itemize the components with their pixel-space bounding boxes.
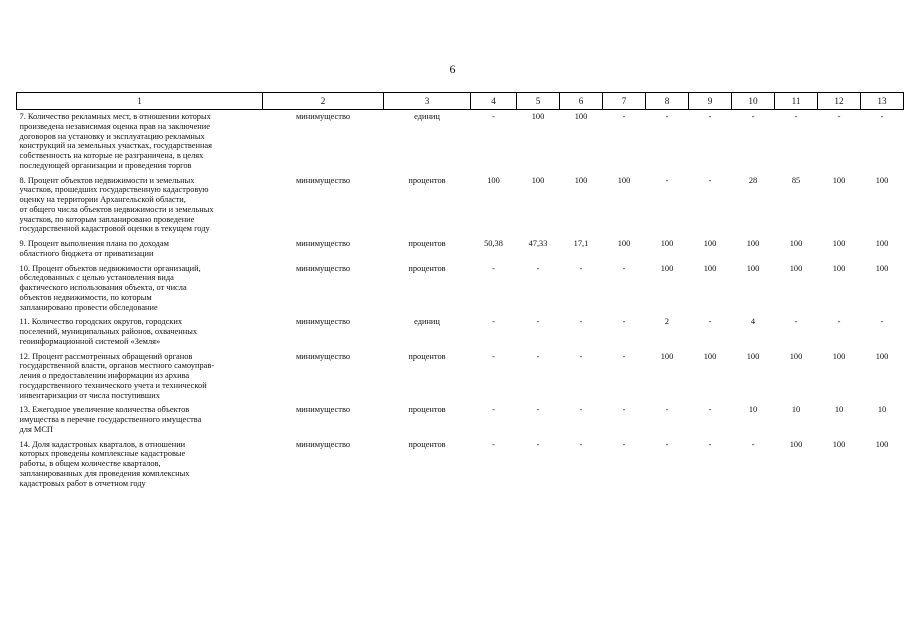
value-cell: - [708,112,712,121]
value-cell: 100 [617,239,631,248]
value-cell: 100 [660,263,674,273]
header-row [17,93,904,110]
value-cell: - [536,439,540,449]
responsible-cell: минимущество [295,351,351,361]
value-cell: 28 [748,175,758,185]
indicator-name-cell: 9. Процент выполнения плана по доходам областного бюджета от приватизации [19,239,169,258]
column-header: 7 [603,93,646,110]
column-header: 13 [861,93,904,110]
value-cell: - [536,405,540,415]
value-cell: 100 [660,351,674,361]
value-cell: 100 [703,263,717,273]
value-cell: 85 [791,175,801,185]
value-cell: 100 [703,351,717,361]
value-cell: - [794,112,798,121]
value-cell: - [665,405,669,415]
indicator-name-cell: 8. Процент объектов недвижимости и земельных участков, прошедших государственную кадастровую оценку на территории Архангельской области, от общего числа объектов недвижимости и земельных участков, по которым запланировано проведение государственной кадастровой оценки в текущем году [19,175,214,234]
value-cell: - [492,112,495,121]
value-cell: - [536,351,540,361]
unit-cell: процентов [408,405,446,415]
indicator-name-cell: 13. Ежегодное увеличение количества объектов имущества в перечне государственного имущества для МСП [19,405,202,434]
value-cell: 100 [531,112,545,121]
value-cell: 100 [875,439,889,449]
value-cell: 100 [531,175,545,185]
value-cell: 10 [834,405,844,415]
value-cell: - [492,439,495,449]
table-row [17,403,904,437]
table-body [17,110,904,492]
value-cell: 50,38 [484,239,503,248]
value-cell: 100 [875,239,889,248]
responsible-cell: минимущество [295,405,351,415]
table-row [17,262,904,316]
value-cell: - [880,317,884,327]
value-cell: 100 [660,239,674,248]
table-row [17,350,904,404]
value-cell: - [837,317,841,327]
value-cell: - [492,317,495,327]
indicators-table [16,92,904,491]
value-cell: - [751,439,755,449]
table-row [17,237,904,262]
value-cell: - [708,175,712,185]
value-cell: 100 [703,239,717,248]
value-cell: 4 [750,317,756,327]
column-header: 1 [17,93,263,110]
column-header: 3 [384,93,471,110]
value-cell: 10 [791,405,801,415]
value-cell: 17,1 [573,239,589,248]
value-cell: 100 [789,439,803,449]
value-cell: - [622,112,626,121]
unit-cell: процентов [408,239,446,248]
value-cell: - [708,439,712,449]
value-cell: - [492,351,495,361]
value-cell: 47,33 [528,239,548,248]
responsible-cell: минимущество [295,439,351,449]
value-cell: 100 [617,175,631,185]
unit-cell: единиц [414,112,440,121]
value-cell: 10 [748,405,758,415]
value-cell: - [665,439,669,449]
responsible-cell: минимущество [295,263,351,273]
value-cell: 100 [487,175,500,185]
value-cell: - [536,317,540,327]
value-cell: - [622,317,626,327]
table-row [17,315,904,349]
value-cell: 100 [875,263,889,273]
column-header: 9 [689,93,732,110]
value-cell: - [880,112,884,121]
value-cell: 100 [746,351,760,361]
value-cell: 100 [832,351,846,361]
value-cell: 100 [746,239,760,248]
column-header: 5 [517,93,560,110]
value-cell: 100 [875,175,889,185]
unit-cell: процентов [408,351,446,361]
value-cell: 100 [789,239,803,248]
value-cell: - [622,351,626,361]
column-header: 12 [818,93,861,110]
value-cell: 100 [746,263,760,273]
indicator-name-cell: 11. Количество городских округов, городских поселений, муниципальных районов, охваченных геоинформационной системой «Земля» [19,317,198,346]
value-cell: 100 [875,351,889,361]
column-header: 11 [775,93,818,110]
value-cell: - [837,112,841,121]
value-cell: - [794,317,798,327]
value-cell: 100 [832,175,846,185]
column-header: 4 [471,93,517,110]
value-cell: - [708,317,712,327]
value-cell: - [492,405,495,415]
indicator-name-cell: 12. Процент рассмотренных обращений органов государственной власти, органов местного самоуправ- ления о предоставлении информации из архива государственного технического учета и технической инвентаризации от числа поступивших [19,351,215,400]
value-cell: - [751,112,755,121]
value-cell: 100 [832,239,846,248]
responsible-cell: минимущество [295,239,351,248]
unit-cell: единиц [414,317,440,327]
value-cell: 100 [789,351,803,361]
responsible-cell: минимущество [295,112,351,121]
value-cell: 100 [832,439,846,449]
value-cell: - [622,405,626,415]
value-cell: - [579,439,583,449]
value-cell: 100 [789,263,803,273]
value-cell: - [622,439,626,449]
table-row [17,174,904,238]
value-cell: - [579,405,583,415]
value-cell: - [665,112,669,121]
value-cell: - [665,175,669,185]
value-cell: 100 [574,112,588,121]
value-cell: - [579,351,583,361]
value-cell: - [708,405,712,415]
page-number: 6 [449,62,456,76]
indicator-name-cell: 7. Количество рекламных мест, в отношении которых произведена независимая оценка прав на заключение договоров на установку и эксплуатацию рекламных конструкций на земельных участках, государственная собственность на которые не разграничена, в целях последующей организации и проведения торгов [19,112,213,170]
indicator-name-cell: 10. Процент объектов недвижимости организаций, обследованных с целью установления вида фактического использования объекта, от числа объектов недвижимости, по которым запланировано провести обследование [19,263,201,312]
indicator-name-cell: 14. Доля кадастровых кварталов, в отношении которых проведены комплексные кадастровые работы, в общем количестве кварталов, запланированных для проведения комплексных кадастровых работ в отчетном году [19,439,190,488]
unit-cell: процентов [408,175,446,185]
value-cell: - [579,317,583,327]
column-header: 6 [560,93,603,110]
column-header: 8 [646,93,689,110]
value-cell: - [579,263,583,273]
value-cell: - [492,263,495,273]
value-cell: 100 [832,263,846,273]
value-cell: - [536,263,540,273]
column-header: 10 [732,93,775,110]
unit-cell: процентов [408,439,446,449]
value-cell: 2 [664,317,670,327]
value-cell: 100 [574,175,588,185]
value-cell: 10 [877,405,887,415]
table-row [17,110,904,174]
responsible-cell: минимущество [295,317,351,327]
column-header: 2 [263,93,384,110]
value-cell: - [622,263,626,273]
responsible-cell: минимущество [295,175,351,185]
unit-cell: процентов [408,263,446,273]
table-row [17,438,904,492]
